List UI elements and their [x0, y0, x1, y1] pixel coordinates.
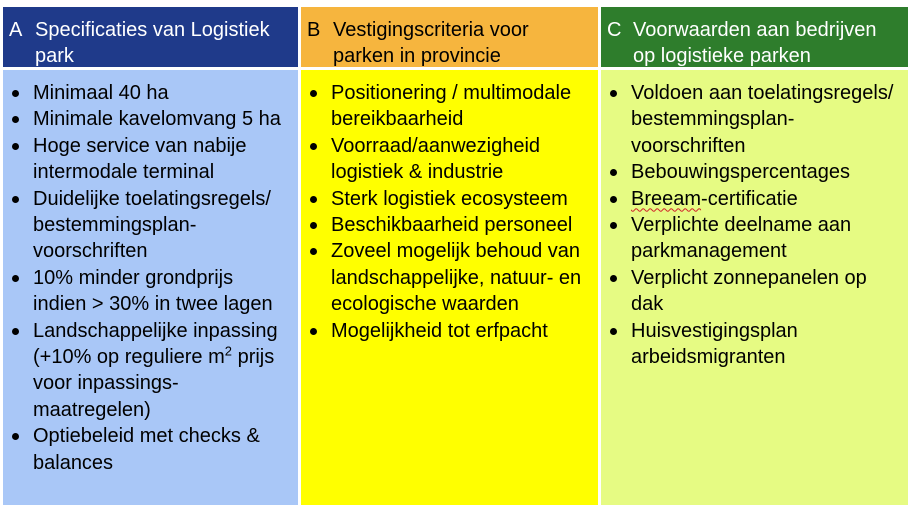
list-item: Voldoen aan toelatingsregels/ bestemmingsplan-voorschriften — [605, 80, 902, 159]
bullet-icon — [610, 90, 617, 97]
bullet-icon — [610, 275, 617, 282]
list-item: Landschappelijke inpassing (+10% op reguliere $m^2$ prijs voor inpassings-maatregelen) — [7, 318, 292, 424]
column-b-letter: B — [307, 19, 321, 41]
list-item: Mogelijkheid tot erfpacht — [305, 318, 592, 344]
list-item: Huisvestigingsplan arbeidsmigranten — [605, 318, 902, 371]
list-item: Minimaal 40 ha — [7, 80, 292, 106]
list-item: Zoveel mogelijk behoud van landschappelijke, natuur- en ecologische waarden — [305, 238, 592, 317]
bullet-icon — [610, 328, 617, 335]
bullet-icon — [12, 116, 19, 123]
bullet-icon — [310, 248, 317, 255]
bullet-icon — [310, 328, 317, 335]
column-a-body — [3, 70, 301, 505]
list-item: Positionering / multimodale bereikbaarheid — [305, 80, 592, 133]
bullet-icon — [12, 328, 19, 335]
list-item: Duidelijke toelatingsregels/ bestemmingsplan-voorschriften — [7, 186, 292, 265]
column-c-header — [601, 7, 908, 70]
bullet-icon — [12, 196, 19, 203]
column-b-title: Vestigingscriteria voor parken in provincie — [333, 19, 529, 67]
column-a-header — [3, 7, 301, 70]
bullet-icon — [610, 169, 617, 176]
column-b-list — [305, 80, 592, 344]
list-item: Voorraad/aanwezigheid logistiek & industrie — [305, 133, 592, 186]
bullet-icon — [310, 90, 317, 97]
list-item: Sterk logistiek ecosysteem — [305, 186, 592, 212]
bullet-icon — [610, 196, 617, 203]
list-item: Hoge service van nabije intermodale terminal — [7, 133, 292, 186]
column-b-body — [301, 70, 601, 505]
bullet-icon — [310, 196, 317, 203]
list-item: Optiebeleid met checks & balances — [7, 423, 292, 476]
column-b-header — [301, 7, 601, 70]
list-item: Bebouwingspercentages — [605, 159, 902, 185]
list-item: Verplicht zonnepanelen op dak — [605, 265, 902, 318]
spellcheck-word: Breeam — [631, 187, 702, 210]
list-item: Breeam-certificatie — [605, 186, 902, 212]
bullet-icon — [310, 143, 317, 150]
list-item: Beschikbaarheid personeel — [305, 212, 592, 238]
list-item: Verplichte deelname aan parkmanagement — [605, 212, 902, 265]
bullet-icon — [12, 143, 19, 150]
list-item: 10% minder grondprijs indien > 30% in twee lagen — [7, 265, 292, 318]
bullet-icon — [12, 90, 19, 97]
column-c-title: Voorwaarden aan bedrijven op logistieke parken — [633, 19, 877, 67]
column-a-list — [7, 80, 292, 476]
bullet-icon — [610, 222, 617, 229]
bullet-icon — [310, 222, 317, 229]
list-item: Minimale kavelomvang 5 ha — [7, 106, 292, 132]
column-a-title: Specificaties van Logistiek park — [35, 19, 270, 67]
column-c-list — [605, 80, 902, 370]
column-c-body — [601, 70, 908, 505]
column-c-letter: C — [607, 19, 622, 41]
bullet-icon — [12, 433, 19, 440]
bullet-icon — [12, 275, 19, 282]
criteria-table — [3, 7, 908, 505]
column-a-letter: A — [9, 19, 23, 41]
